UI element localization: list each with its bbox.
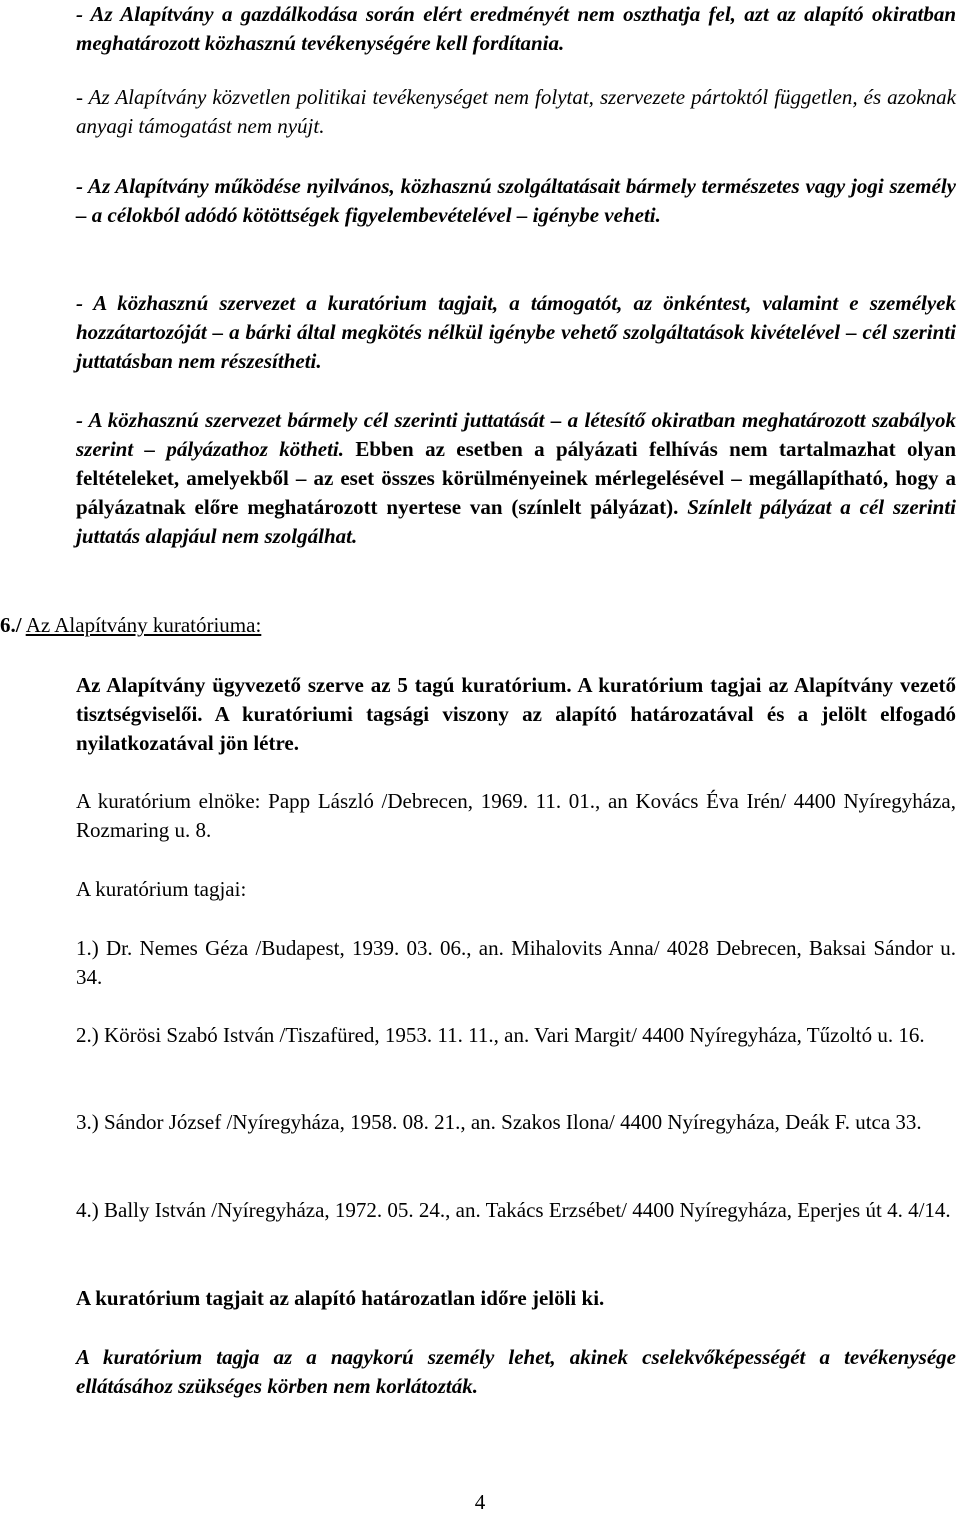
tender-sentence-3: Színlelt pályázat a cél szerinti juttatás alapjául nem szolgálhat.	[76, 495, 956, 548]
member-item: 4.) Bally István /Nyíregyháza, 1972. 05. 24., an. Takács Erzsébet/ 4400 Nyíregyháza, Eperjes út 4. 4/14.	[76, 1198, 951, 1222]
section-title: Az Alapítvány kuratóriuma:	[25, 613, 262, 637]
section-number: 6./	[0, 613, 22, 637]
section-heading	[0, 611, 261, 640]
board-chair: A kuratórium elnöke: Papp László /Debrecen, 1969. 11. 01., an Kovács Éva Irén/ 4400 Nyíregyháza, Rozmaring u. 8.	[76, 789, 956, 842]
page-number: 4	[474, 1490, 486, 1514]
paragraph-benefit-restriction: - A közhasznú szervezet a kuratórium tagjait, a támogatót, az önkéntest, valamint e személyek hozzátartozóját – a bárki által megkötés nélkül igénybe vehető szolgáltatások kivételével – cél szerinti juttatásban nem részesítheti.	[76, 291, 956, 373]
paragraph-tender	[76, 406, 956, 551]
paragraph-public-operation: - Az Alapítvány működése nyilvános, közhasznú szolgáltatásait bármely természetes vagy jogi személy – a célokból adódó kötöttségek figyelembevételével – igénybe veheti.	[76, 174, 956, 227]
paragraph-profit-use: - Az Alapítvány a gazdálkodása során elért eredményét nem oszthatja fel, azt az alapító okiratban meghatározott közhasznú tevékenységére kell fordítania.	[76, 2, 956, 55]
tender-sentence-1: - A közhasznú szervezet bármely cél szerinti juttatását – a létesítő okiratban meghatározott szabályok szerint – pályázathoz kötheti.	[76, 408, 956, 461]
closing-term: A kuratórium tagjait az alapító határozatlan időre jelöli ki.	[76, 1286, 605, 1310]
members-heading: A kuratórium tagjai:	[76, 877, 247, 901]
member-item: 2.) Körösi Szabó István /Tiszafüred, 1953. 11. 11., an. Vari Margit/ 4400 Nyíregyháza, Tűzoltó u. 16.	[76, 1023, 925, 1047]
closing-eligibility: A kuratórium tagja az a nagykorú személy lehet, akinek cselekvőképességét a tevékenysége ellátásához szükséges körben nem korlátozták.	[76, 1345, 956, 1398]
tender-sentence-2: Ebben az esetben a pályázati felhívás nem tartalmazhat olyan feltételeket, amelyekből – az eset összes körülményeinek mérlegelésével – megállapítható, hogy a pályázatnak előre meghatározott nyertese van (színlelt pályázat).	[76, 437, 956, 519]
paragraph-political-activity: - Az Alapítvány közvetlen politikai tevékenységet nem folytat, szervezete pártoktól független, és azoknak anyagi támogatást nem nyújt.	[76, 85, 956, 138]
board-intro: Az Alapítvány ügyvezető szerve az 5 tagú kuratórium. A kuratórium tagjai az Alapítvány vezető tisztségviselői. A kuratóriumi tagsági viszony az alapító határozatával és a jelölt elfogadó nyilatkozatával jön létre.	[76, 673, 956, 755]
member-item: 1.) Dr. Nemes Géza /Budapest, 1939. 03. 06., an. Mihalovits Anna/ 4028 Debrecen, Baksai Sándor u. 34.	[76, 936, 956, 989]
member-item: 3.) Sándor József /Nyíregyháza, 1958. 08. 21., an. Szakos Ilona/ 4400 Nyíregyháza, Deák F. utca 33.	[76, 1110, 922, 1134]
